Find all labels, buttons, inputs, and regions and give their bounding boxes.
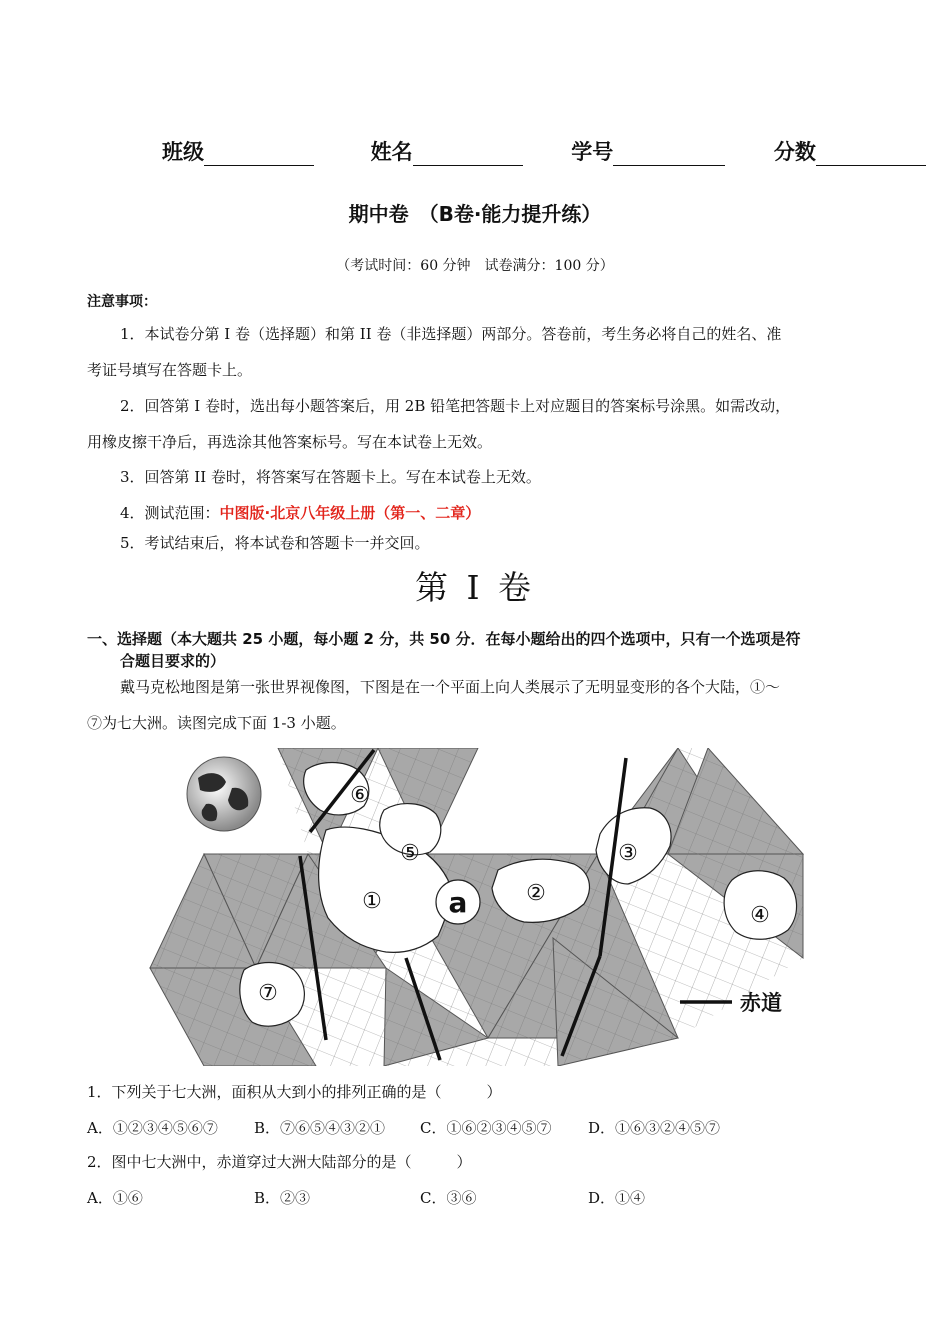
- test-range: 中图版·北京八年级上册（第一、二章）: [219, 504, 481, 522]
- note-2-line-2: 用橡皮擦干净后，再选涂其他答案标号。写在本试卷上无效。: [87, 433, 493, 451]
- score-blank[interactable]: [816, 145, 926, 166]
- score-label: 分数: [773, 140, 816, 164]
- label-2: ②: [526, 881, 546, 906]
- legend-equator-label: 赤道: [740, 991, 782, 1015]
- question-2-stem: 2．图中七大洲中，赤道穿过大洲大陆部分的是（ ）: [87, 1153, 472, 1171]
- intro-line-2: ⑦为七大洲。读图完成下面 1-3 小题。: [87, 714, 346, 732]
- label-7: ⑦: [258, 981, 278, 1006]
- question-1-option-d[interactable]: D．①⑥③②④⑤⑦: [588, 1119, 721, 1137]
- label-3: ③: [618, 841, 638, 866]
- note-4-prefix: 4．测试范围：: [120, 504, 220, 522]
- question-2-option-d[interactable]: D．①④: [588, 1189, 646, 1207]
- label-1: ①: [362, 889, 382, 914]
- name-blank[interactable]: [413, 145, 523, 166]
- name-label: 姓名: [370, 140, 413, 164]
- note-1-line-1: 1．本试卷分第 I 卷（选择题）和第 II 卷（非选择题）两部分。答卷前，考生务必将自己的姓名、准: [120, 325, 782, 343]
- volume-heading: 第 I 卷: [414, 568, 535, 607]
- label-4: ④: [750, 903, 770, 928]
- label-5: ⑤: [400, 841, 420, 866]
- question-1-stem: 1．下列关于七大洲，面积从大到小的排列正确的是（ ）: [87, 1083, 502, 1101]
- id-blank[interactable]: [613, 145, 725, 166]
- note-3: 3．回答第 II 卷时，将答案写在答题卡上。写在本试卷上无效。: [120, 468, 541, 486]
- class-label: 班级: [162, 140, 204, 164]
- note-5: 5．考试结束后，将本试卷和答题卡一并交回。: [120, 534, 430, 552]
- class-blank[interactable]: [204, 145, 314, 166]
- section-heading-line-2: 合题目要求的）: [120, 652, 226, 670]
- note-4: [120, 503, 480, 523]
- question-2-option-c[interactable]: C．③⑥: [420, 1189, 477, 1207]
- exam-info: （考试时间：60 分钟 试卷满分：100 分）: [336, 258, 614, 274]
- page-title: 期中卷 （B卷·能力提升练）: [348, 202, 602, 226]
- notes-heading: 注意事项：: [87, 294, 157, 310]
- dymaxion-map-graphic: [148, 748, 808, 1066]
- section-heading-line-1: 一、选择题（本大题共 25 小题，每小题 2 分，共 50 分．在每小题给出的四个选项中，只有一个选项是符: [87, 630, 801, 648]
- dymaxion-map: [148, 748, 808, 1066]
- id-label: 学号: [571, 140, 614, 164]
- question-1-option-b[interactable]: B．⑦⑥⑤④③②①: [254, 1119, 386, 1137]
- intro-line-1: 戴马克松地图是第一张世界视像图，下图是在一个平面上向人类展示了无明显变形的各个大陆，①～: [120, 678, 781, 696]
- label-6: ⑥: [350, 783, 370, 808]
- question-2-option-b[interactable]: B．②③: [254, 1189, 311, 1207]
- student-info-row: [162, 136, 926, 166]
- question-1-option-a[interactable]: A．①②③④⑤⑥⑦: [87, 1119, 218, 1137]
- question-2-option-a[interactable]: A．①⑥: [87, 1189, 143, 1207]
- point-a-label: a: [448, 886, 468, 919]
- globe-icon: [187, 757, 261, 831]
- note-1-line-2: 考证号填写在答题卡上。: [87, 361, 253, 379]
- question-1-option-c[interactable]: C．①⑥②③④⑤⑦: [420, 1119, 552, 1137]
- section-heading: [87, 628, 801, 672]
- note-2-line-1: 2．回答第 I 卷时，选出每小题答案后，用 2B 铅笔把答题卡上对应题目的答案标号涂黑。如需改动，: [120, 397, 791, 415]
